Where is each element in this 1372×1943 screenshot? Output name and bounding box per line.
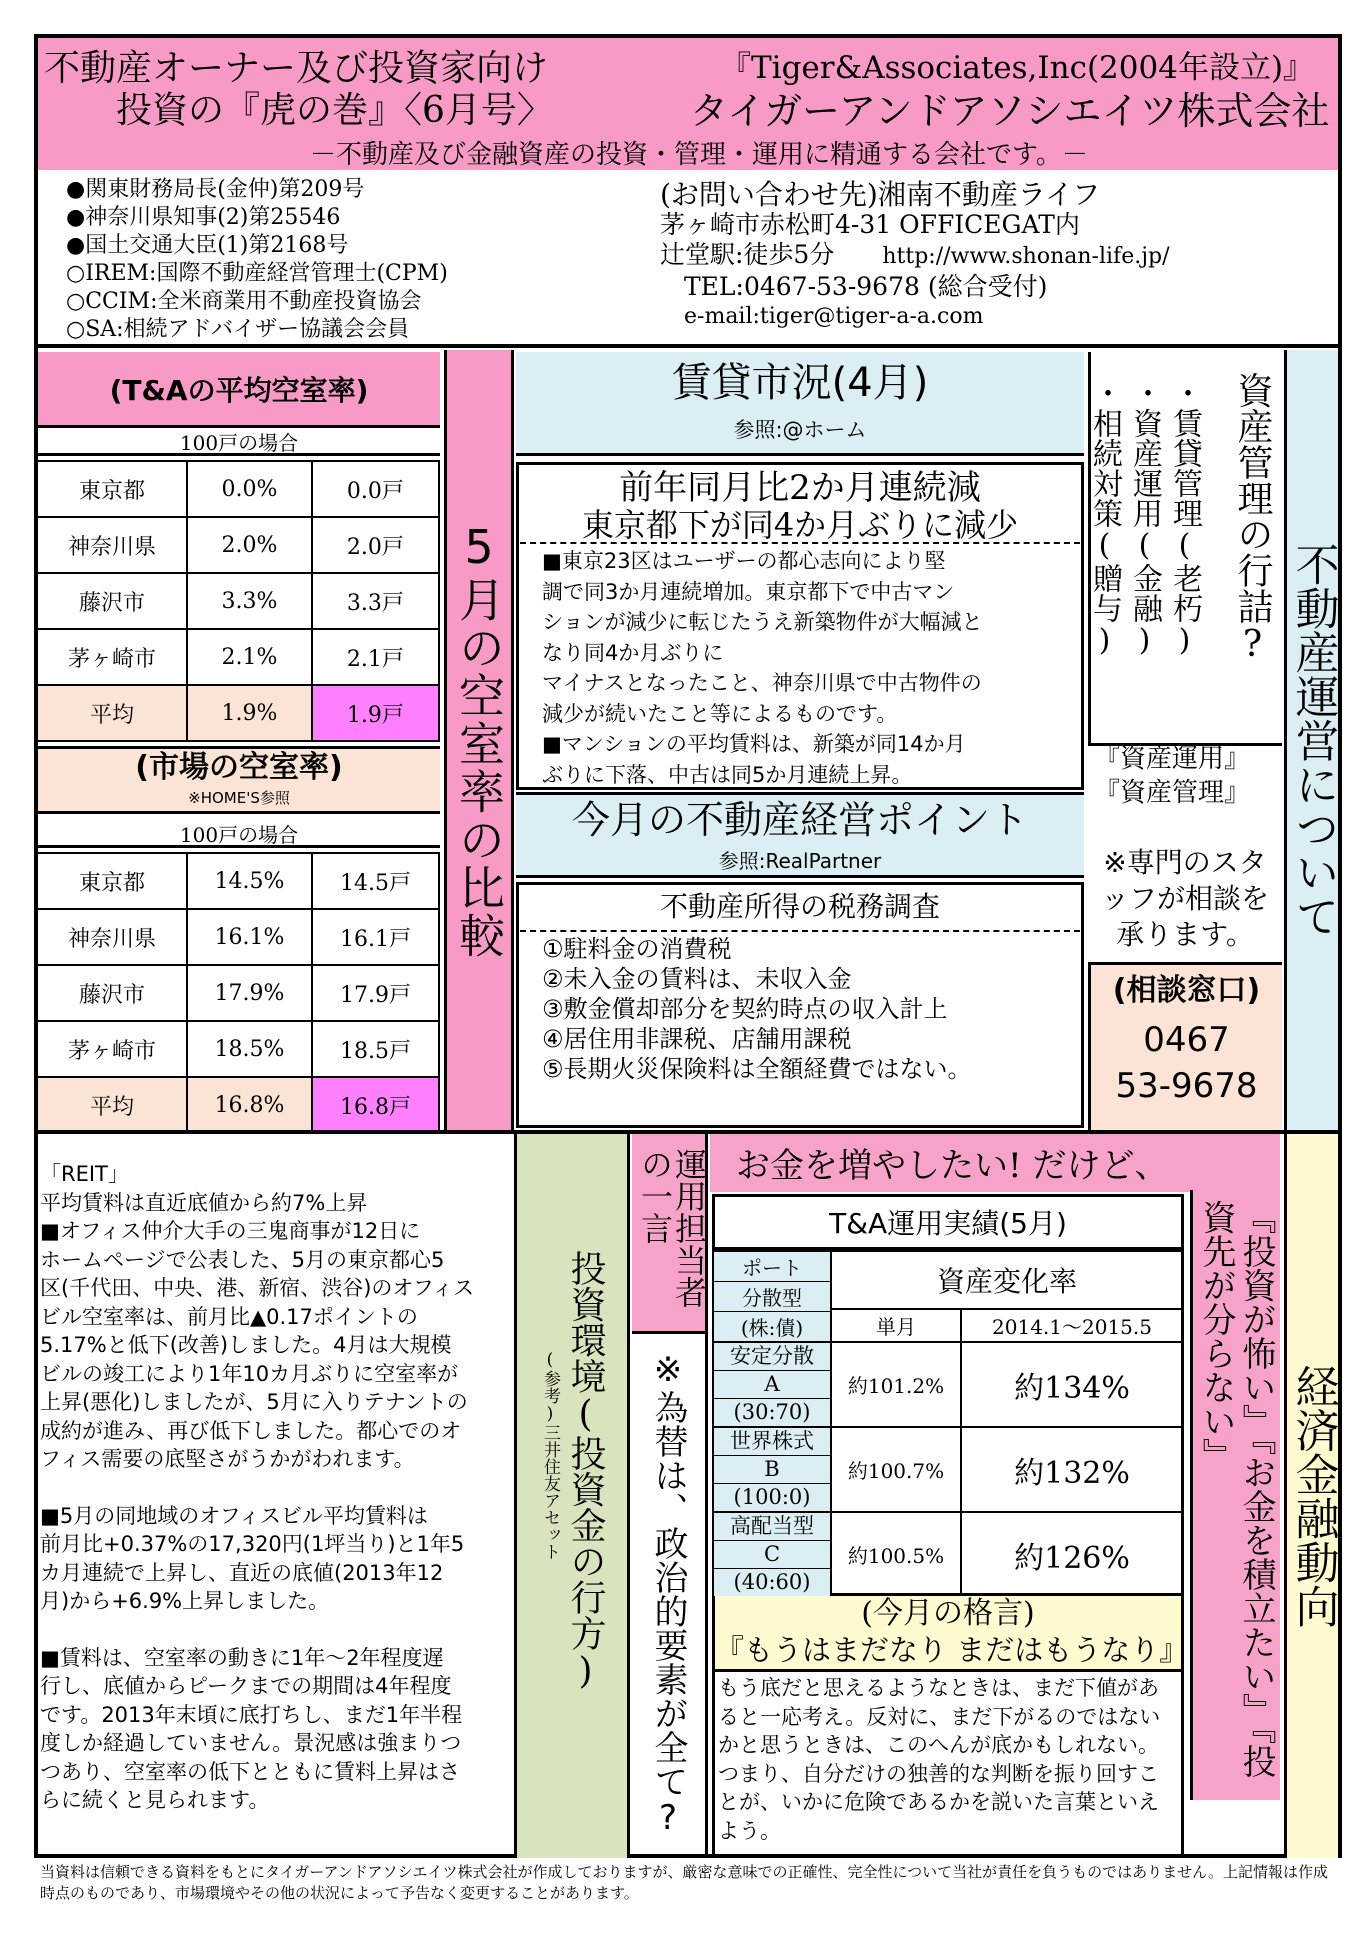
reit-line: 度しか経過していません。景況感は強まりつ [40,1731,462,1755]
money-vertical-text: 『投資が怖い』『お金を積立たい』『投資先が分らない』 [1196,1200,1276,1778]
asset-mgmt-heading: 資産管理の行詰? [1232,372,1273,665]
divider [38,344,1338,348]
port-cell [713,1427,831,1512]
realestate-column [1284,350,1338,1130]
area-cell: 藤沢市 [37,573,187,629]
point-header [516,792,1084,878]
market-vacancy-note: ※HOME'S参照 [188,789,290,807]
area-cell: 茅ヶ崎市 [37,1021,187,1077]
maxim-header [712,1596,1189,1672]
contact-office: (お問い合わせ先)湘南不動産ライフ [660,178,1101,211]
realestate-label: 不動産運営について [1287,542,1339,938]
point-title: 今月の不動産経営ポイント [571,798,1028,842]
website-link[interactable]: http://www.shonan-life.jp/ [882,244,1170,269]
economy-column [1284,1134,1338,1858]
asset-mgmt-item: ・相続対策(贈与) [1087,378,1122,658]
header-title-line1: 不動産オーナー及び投資家向け [44,48,549,89]
month-value-cell: 約101.2% [831,1342,961,1427]
market-vacancy-title: (市場の空室率) [135,750,343,785]
rental-body-line: ■東京23区はユーザーの都心志向により堅 [542,549,946,573]
rate-cell: 0.0% [187,461,312,517]
rental-headline-2: 東京都下が同4か月ぶりに減少 [581,506,1019,544]
point-item: ③敷金償却部分を契約時点の収入計上 [542,995,948,1023]
port-header-cell [713,1251,831,1342]
area-cell: 藤沢市 [37,965,187,1021]
rental-body-line: 調で同3か月連続増加。東京都下で中古マン [542,579,955,604]
maxim-body-border [712,1672,1184,1858]
rental-header [516,352,1084,456]
reit-line: です。2013年末頃に底打ちし、まだ1年半程 [40,1702,463,1727]
may-compare-label: 5月の空室率の比較 [452,520,506,960]
contact-email[interactable]: e-mail:tiger@tiger-a-a.com [684,304,984,329]
units-cell: 17.9戸 [312,965,439,1021]
market-vacancy-header [38,746,440,814]
license-item: ○CCIM:全米商業用不動産投資協会 [66,289,422,314]
reit-line [40,1474,512,1502]
reit-line: 成約が進み、再び低下しました。都心でのオ [40,1418,462,1443]
rental-title: 賃貸市況(4月) [671,360,929,406]
contact-block [660,180,1170,332]
invest-env-label: 投資環境(投資金の行方) [565,1250,606,1692]
performance-table [712,1250,1184,1598]
reit-line: フィス需要の底堅さがうかがわれます。 [40,1447,415,1471]
consult-staff-note: ※専門のスタッフが相談を承ります。 [1100,846,1269,951]
rate-cell: 2.1% [187,629,312,685]
point-subtitle: 不動産所得の税務調査 [659,890,940,923]
rental-body [542,546,983,790]
reit-line: ビル空室率は、前月比▲0.17ポイントの [40,1304,418,1329]
maxim-title: (今月の格言) [861,1596,1035,1631]
units-cell: 2.0戸 [312,517,439,573]
asset-mgmt-item: ・賃貸管理(老朽) [1167,378,1202,658]
company-name-jp: タイガーアンドアソシエイツ株式会社 [690,89,1330,133]
average-label-cell: 平均 [37,1077,187,1133]
month-value-cell: 約100.7% [831,1427,961,1512]
economy-label: 経済金融動向 [1287,1364,1339,1628]
license-list [66,176,448,344]
average-rate-cell: 16.8% [187,1077,312,1133]
units-cell: 14.5戸 [312,853,439,909]
port-cell [713,1512,831,1597]
contact-tel: TEL:0467-53-9678 (総合受付) [684,272,1048,301]
consult-window [1088,962,1282,1130]
point-ref: 参照:RealPartner [718,849,882,873]
ta-vacancy-table [36,460,440,742]
port-code: B [714,1456,830,1484]
reit-line: らに続くと見られます。 [40,1788,270,1812]
reit-line: 5.17%と低下(改善)しました。4月は大規模 [40,1333,452,1357]
rate-cell: 3.3% [187,573,312,629]
license-item: ○SA:相続アドバイザー協議会会員 [66,317,410,342]
license-item: ○IREM:国際不動産経営管理士(CPM) [66,261,448,286]
rental-divider [520,542,1080,544]
asset-mgmt-item: ・資産運用(金融) [1127,378,1162,658]
license-item: ●国土交通大臣(1)第2168号 [66,233,349,258]
manager-column-border [632,1334,708,1858]
reit-line: ■5月の同地域のオフィスビル平均賃料は [40,1503,428,1528]
reit-line: ■賃料は、空室率の動きに1年〜2年程度遅 [40,1645,444,1670]
performance-title: T&A運用実績(5月) [714,1196,1182,1250]
reit-line: 月)から+6.9%上昇しました。 [40,1589,330,1613]
reit-line: 上昇(悪化)しましたが、5月に入りテナントの [40,1390,468,1414]
point-divider [520,930,1080,932]
area-cell: 神奈川県 [37,909,187,965]
reit-line [40,1616,512,1644]
rental-body-line: マイナスとなったこと、神奈川県で中古物件の [542,671,982,695]
consult-tel-2[interactable]: 53-9678 [1115,1066,1258,1106]
port-cell [713,1342,831,1427]
ta-vacancy-subtitle: 100戸の場合 [38,430,440,456]
units-cell: 18.5戸 [312,1021,439,1077]
port-header-1: ポート [714,1252,830,1282]
port-code: C [714,1541,830,1569]
rental-body-line: ぶりに下落、中古は同5か月連続上昇。 [542,762,913,787]
market-vacancy-subtitle: 100戸の場合 [38,822,440,848]
may-compare-column [444,350,514,1130]
point-item: ④居住用非課税、店舗用課税 [542,1025,852,1053]
reit-line: 「REIT」 [40,1162,129,1186]
area-cell: 茅ヶ崎市 [37,629,187,685]
average-units-cell: 16.8戸 [312,1077,439,1133]
rate-cell: 2.0% [187,517,312,573]
port-name: 高配当型 [714,1513,830,1541]
rate-cell: 16.1% [187,909,312,965]
port-ratio: (30:70) [733,1400,811,1424]
consult-tags: 『資産運用』 『資産管理』 [1094,744,1251,808]
manager-label: 運用担当者の一言 [636,1148,708,1308]
area-cell: 東京都 [37,853,187,909]
consult-tel-1[interactable]: 0467 [1143,1020,1230,1060]
point-item: ①駐料金の消費税 [542,935,732,963]
ta-vacancy-title: (T&Aの平均空室率) [38,352,440,428]
reit-line: カ月連続で上昇し、直近の底値(2013年12 [40,1560,444,1585]
disclaimer: 当資料は信頼できる資料をもとにタイガーアンドアソシエイツ株式会社が作成しておりますが、厳密な意味での正確性、完全性について当社が責任を負うものではありません。上記情報は作成時点のものであり、市場環境やその他の状況によって予告なく変更することがあります。 [40,1863,1329,1902]
port-header-2: 分散型 [714,1282,830,1312]
average-label-cell: 平均 [37,685,187,741]
port-name: 世界株式 [714,1428,830,1456]
contact-station: 辻堂駅:徒歩5分 [660,240,835,269]
average-rate-cell: 1.9% [187,685,312,741]
company-name-en: 『Tiger&Associates,Inc(2004年設立)』 [720,50,1315,86]
reit-line: ビルの竣工により1年10カ月ぶりに空室率が [40,1361,459,1386]
point-item: ⑤長期火災保険料は全額経費ではない。 [542,1055,972,1083]
port-ratio: (40:60) [733,1570,811,1594]
month-value-cell: 約100.5% [831,1512,961,1597]
units-cell: 16.1戸 [312,909,439,965]
rental-body-line: なり同4か月ぶりに [542,640,724,665]
rental-body-line: 減少が続いたこと等によるものです。 [542,701,898,726]
period-value-cell: 約132% [961,1427,1183,1512]
area-cell: 東京都 [37,461,187,517]
rental-body-line: ■マンションの平均賃料は、新築が同14か月 [542,732,966,756]
contact-address: 茅ヶ崎市赤松町4-31 OFFICEGAT内 [660,210,1080,239]
invest-env-ref: (参考)三井住友アセット [540,1350,560,1560]
reit-line: ホームページで公表した、5月の東京都心5 [40,1247,445,1272]
rental-body-line: ションが減少に転じたうえ新築物件が大幅減と [542,610,983,634]
units-cell: 2.1戸 [312,629,439,685]
money-headline: お金を増やしたい! だけど、 [736,1146,1169,1186]
reit-line: 区(千代田、中央、港、新宿、渋谷)のオフィス [40,1276,475,1300]
change-header-cell: 資産変化率 [831,1251,1183,1309]
header-tagline: －不動産及び金融資産の投資・管理・運用に精通する会社です。－ [310,140,1088,170]
area-cell: 神奈川県 [37,517,187,573]
point-item: ②未入金の賃料は、未収入金 [542,965,852,993]
reit-block [40,1160,512,1815]
rental-headline-1: 前年同月比2か月連続減 [619,468,981,508]
port-header-3: (株:債) [714,1312,830,1341]
month-header-cell: 単月 [831,1309,961,1342]
rate-cell: 18.5% [187,1021,312,1077]
manager-note: ※為替は、政治的要素が全て? [648,1350,688,1838]
market-vacancy-table [36,852,440,1134]
units-cell: 0.0戸 [312,461,439,517]
port-ratio: (100:0) [733,1485,811,1509]
rate-cell: 14.5% [187,853,312,909]
reit-line: ■オフィス仲介大手の三鬼商事が12日に [40,1219,421,1243]
port-name: 安定分散 [714,1343,830,1371]
maxim-body: もう底だと思えるようなときは、まだ下値があると一応考え。反対に、まだ下がるのではないかと思うときは、このへんが底かもしれない。つまり、自分だけの独善的な判断を振り回すことが、いかに危険であるかを説いた言葉といえよう。 [718,1676,1161,1843]
reit-line: 前月比+0.37%の17,320円(1坪当り)と1年5 [40,1532,465,1556]
consult-window-title: (相談窓口) [1112,973,1261,1008]
reit-line: つあり、空室率の低下とともに賃料上昇はさ [40,1759,460,1784]
period-value-cell: 約134% [961,1342,1183,1427]
period-value-cell: 約126% [961,1512,1183,1597]
maxim-quote: 『もうはまだなり まだはもうなり』 [715,1633,1189,1667]
rental-ref: 参照:@ホーム [733,418,867,442]
period-header-cell: 2014.1〜2015.5 [961,1309,1183,1342]
point-list [542,934,972,1084]
rate-cell: 17.9% [187,965,312,1021]
port-code: A [714,1371,830,1399]
units-cell: 3.3戸 [312,573,439,629]
average-units-cell: 1.9戸 [312,685,439,741]
reit-line: 平均賃料は直近底値から約7%上昇 [40,1190,368,1215]
header-title-line2: 投資の『虎の巻』〈6月号〉 [116,90,553,131]
license-item: ●関東財務局長(金仲)第209号 [66,177,365,202]
reit-line: 行し、底値からピークまでの期間は4年程度 [40,1674,452,1698]
license-item: ●神奈川県知事(2)第25546 [66,205,341,230]
